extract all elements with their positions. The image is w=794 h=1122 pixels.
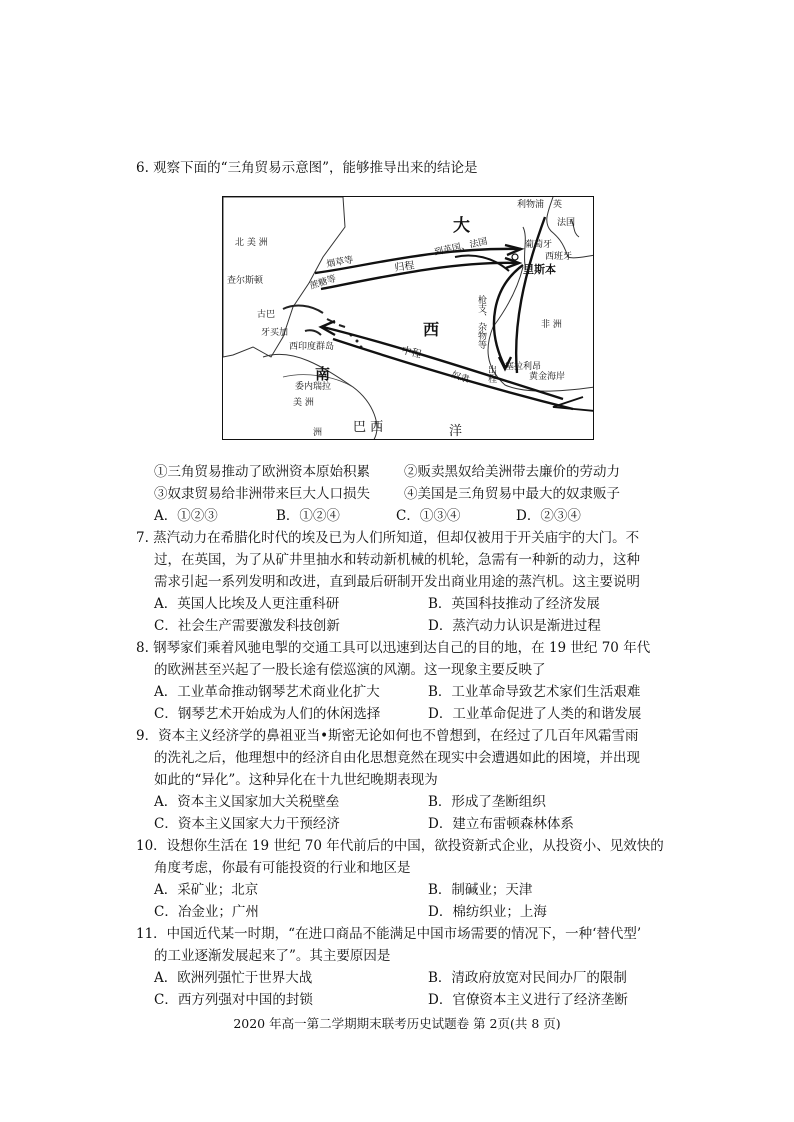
q6-option-a[interactable]: A．①②③ (154, 508, 218, 524)
q11-option-c[interactable]: C．西方列强对中国的封锁 (154, 992, 313, 1008)
q11-option-d[interactable]: D．官僚资本主义进行了经济垄断 (428, 992, 628, 1008)
triangle-trade-map-svg (223, 197, 594, 440)
label-spain: 西班牙 (545, 252, 573, 262)
label-guns: 枪支、杂物等 (476, 295, 486, 349)
q10-stem-line-2: 角度考虑，你最有可能投资的行业和地区是 (154, 860, 411, 876)
q10-option-c[interactable]: C．冶金业；广州 (154, 904, 259, 920)
q6-statement-4: ④美国是三角贸易中最大的奴隶贩子 (404, 486, 620, 502)
q7-stem-line-3: 需求引起一系列发明和改进，直到最后研制开发出商业用途的蒸汽机。这主要说明 (154, 574, 640, 590)
label-ocean-xi: 西 (423, 320, 440, 339)
label-zhou: 洲 (313, 428, 323, 438)
label-liverpool: 利物浦 (517, 200, 545, 210)
q8-option-a[interactable]: A．工业革命推动钢琴艺术商业化扩大 (154, 684, 380, 700)
triangle-trade-map (222, 196, 594, 440)
page-footer: 2020 年高一第二学期期末联考历史试题卷 第 2页(共 8 页) (233, 1016, 561, 1031)
q6-option-c[interactable]: C．①③④ (396, 508, 461, 524)
q7-option-c[interactable]: C．社会生产需要激发科技创新 (154, 618, 340, 634)
q6-option-d[interactable]: D．②③④ (516, 508, 581, 524)
q10-option-b[interactable]: B．制碱业；天津 (428, 882, 533, 898)
label-middle-passage: 中程 (400, 345, 423, 361)
q10-option-d[interactable]: D．棉纺织业；上海 (428, 904, 547, 920)
label-sugar: 蔗糖等 (308, 273, 338, 292)
q9-option-b[interactable]: B．形成了垄断组织 (428, 794, 546, 810)
q8-option-d[interactable]: D．工业革命促进了人类的和谐发展 (428, 706, 642, 722)
q7-stem-line-1: 7. 蒸汽动力在希腊化时代的埃及已为人们所知道，但却仅被用于开关庙宇的大门。不 (136, 530, 640, 546)
label-south: 南 (315, 365, 331, 383)
label-sierra-leone: 塞拉利昂 (505, 362, 542, 372)
q6-statement-2: ②贩卖黑奴给美洲带去廉价的劳动力 (404, 464, 620, 480)
label-brazil: 巴 西 (353, 420, 384, 435)
q11-option-b[interactable]: B．清政府放宽对民间办厂的限制 (428, 970, 627, 986)
label-south-america: 美 洲 (293, 398, 314, 408)
q6-statement-1: ①三角贸易推动了欧洲资本原始积累 (154, 464, 370, 480)
label-africa: 非 洲 (541, 320, 562, 330)
label-jamaica: 牙买加 (261, 328, 289, 338)
label-tobacco: 烟草等 (325, 255, 355, 270)
q11-option-a[interactable]: A．欧洲列强忙于世界大战 (154, 970, 313, 986)
label-to-uk-france: 到英国、法国 (433, 236, 489, 258)
label-outbound: 出程 (486, 365, 496, 383)
label-charleston: 查尔斯顿 (227, 276, 264, 286)
q9-option-a[interactable]: A．资本主义国家加大关税壁垒 (154, 794, 340, 810)
q7-stem-line-2: 过，在英国，为了从矿井里抽水和转动新机械的机轮，急需有一种新的动力，这种 (154, 552, 640, 568)
q8-option-c[interactable]: C．钢琴艺术开始成为人们的休闲选择 (154, 706, 381, 722)
label-cuba: 古巴 (257, 310, 276, 320)
label-lisbon: 里斯本 (523, 263, 556, 276)
label-portugal: 葡萄牙 (525, 240, 553, 250)
label-return-trip: 归程 (393, 260, 416, 274)
q8-option-b[interactable]: B．工业革命导致艺术家们生活艰难 (428, 684, 641, 700)
label-west-indies: 西印度群岛 (289, 342, 335, 352)
q10-stem-line-1: 10．设想你生活在 19 世纪 70 年代前后的中国，欲投资新式企业，从投资小、见效快的 (136, 838, 664, 854)
q9-stem-line-2: 的洗礼之后，他理想中的经济自由化思想竟然在现实中会遭遇如此的困境，并出现 (154, 750, 640, 766)
q7-option-d[interactable]: D．蒸汽动力认识是渐进过程 (428, 618, 601, 634)
q9-stem-line-1: 9．资本主义经济学的鼻祖亚当•斯密无论如何也不曾想到，在经过了几百年风霜雪雨 (136, 728, 639, 744)
q11-stem-line-1: 11．中国近代某一时期，“在进口商品不能满足中国市场需要的情况下，一种‘替代型’ (136, 926, 642, 942)
q10-option-a[interactable]: A．采矿业；北京 (154, 882, 259, 898)
q8-stem-line-1: 8. 钢琴家们乘着风驰电掣的交通工具可以迅速到达自己的目的地，在 19 世纪 70 年代 (136, 640, 651, 656)
q6-option-b[interactable]: B．①②④ (276, 508, 340, 524)
q9-option-c[interactable]: C．资本主义国家大力干预经济 (154, 816, 340, 832)
q11-stem-line-2: 的工业逐渐发展起来了”。其主要原因是 (154, 948, 391, 964)
q6-statement-3: ③奴隶贸易给非洲带来巨大人口损失 (154, 486, 370, 502)
label-france: 法国 (557, 218, 576, 228)
label-north-america: 北 美 洲 (235, 238, 268, 248)
label-slaves: 奴隶 (450, 370, 471, 386)
label-ocean-yang: 洋 (449, 424, 463, 439)
q7-option-b[interactable]: B．英国科技推动了经济发展 (428, 596, 600, 612)
label-gold-coast: 黄金海岸 (529, 372, 566, 382)
q9-option-d[interactable]: D．建立布雷顿森林体系 (428, 816, 574, 832)
label-england: 英 (553, 200, 563, 210)
q7-option-a[interactable]: A．英国人比埃及人更注重科研 (154, 596, 340, 612)
q9-stem-line-3: 如此的“异化”。这种异化在十九世纪晚期表现为 (154, 772, 438, 788)
q8-stem-line-2: 的欧洲甚至兴起了一股长途有偿巡演的风潮。这一现象主要反映了 (154, 662, 546, 678)
q6-stem: 6. 观察下面的“三角贸易示意图”，能够推导出来的结论是 (136, 160, 478, 176)
label-ocean-da: 大 (453, 216, 470, 236)
label-venezuela: 委内瑞拉 (295, 382, 332, 392)
